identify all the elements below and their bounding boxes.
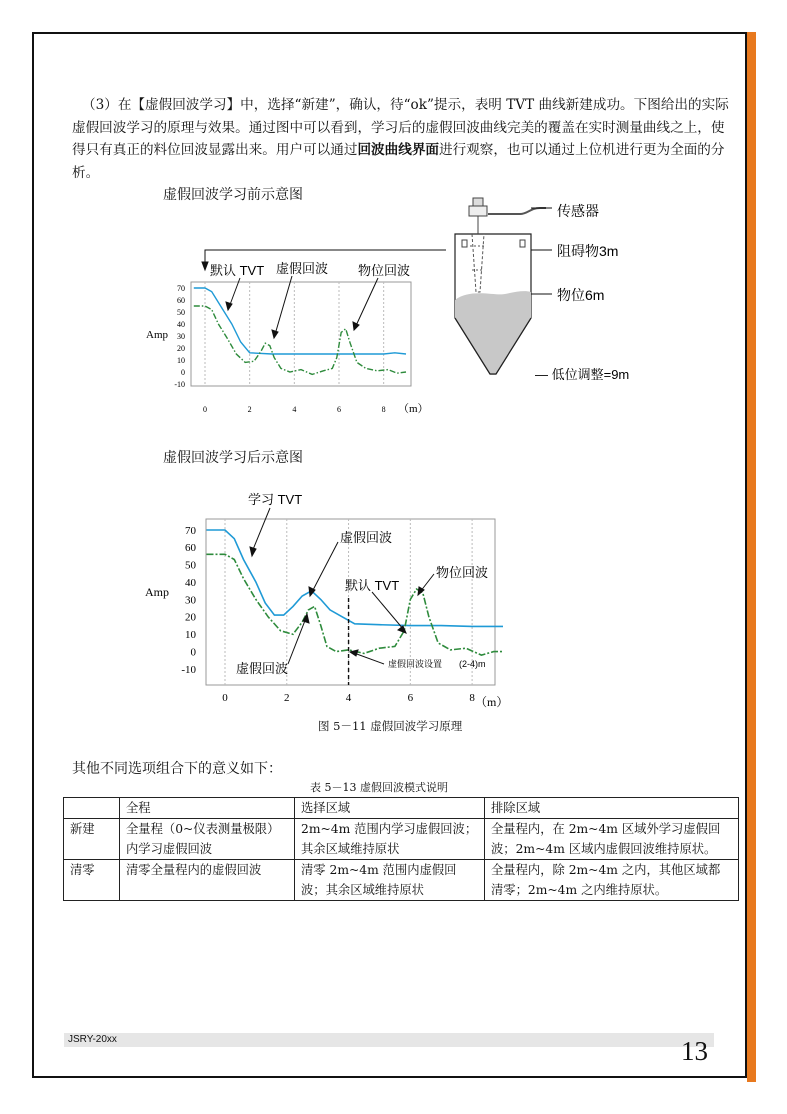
y-tick-label: 20: [185, 611, 196, 624]
footer-band: [64, 1033, 714, 1047]
fig2-y-ticks: [181, 525, 196, 676]
fig1-grid: [205, 282, 384, 386]
tank-diagram: [455, 198, 629, 382]
intro-paragraph: （3）在【虚假回波学习】中，选择“新建”，确认，待“ok”提示，表明 TVT 曲线新建成功。下图给出的实际虚假回波学习的原理与效果。通过图中可以看到，学习后的虚假回波曲线完美的覆盖在实时测量曲线之上，使得只有真正的料位回波显露出来。用户可以通过回波曲线界面进行观察，也可以通过上位机进行更为全面的分析。: [72, 97, 729, 181]
y-tick-label: 10: [185, 629, 196, 642]
y-tick-label: 50: [185, 559, 196, 572]
table-cell: 清零: [64, 860, 120, 901]
fig2-learned-tvt-label: 学习 TVT: [248, 492, 303, 507]
bold-term: 回波曲线界面: [357, 142, 440, 158]
tank-material: [455, 291, 531, 374]
fig1-arrow-false: [274, 276, 292, 338]
tank-obstacle-label: 阻碍物3m: [557, 243, 619, 259]
x-tick-label: 6: [337, 405, 341, 414]
y-tick-label: 30: [177, 331, 185, 341]
y-tick-label: -10: [174, 379, 185, 389]
y-tick-label: 30: [185, 594, 196, 607]
y-tick-label: -10: [181, 663, 196, 676]
fig1-ylabel: Amp: [146, 329, 168, 341]
x-tick-label: 0: [203, 405, 207, 414]
figure2: [0, 480, 787, 750]
y-tick-label: 10: [177, 355, 185, 365]
x-tick-label: 0: [222, 692, 228, 704]
fig2-default-tvt-label: 默认 TVT: [345, 578, 400, 593]
table-header-cell: 全程: [120, 798, 295, 819]
y-tick-label: 70: [177, 283, 185, 293]
fig1-y-ticks: [174, 284, 185, 389]
x-tick-label: 2: [284, 692, 290, 704]
fig2-setting-label: 虚假回波设置: [388, 659, 443, 669]
table-caption: 表 5－13 虚假回波模式说明: [310, 781, 448, 794]
sensor-icon: [469, 206, 487, 216]
table-header-cell: 选择区域: [295, 798, 485, 819]
figure1-title: 虚假回波学习前示意图: [163, 186, 303, 202]
table-cell: 全量程（0~仪表测量极限）内学习虚假回波: [120, 819, 295, 860]
table-header-row: [64, 798, 739, 819]
series-line: [194, 288, 406, 354]
series-line: [194, 306, 406, 374]
tank-sensor-label: 传感器: [557, 203, 599, 219]
y-tick-label: 0: [190, 646, 196, 659]
y-tick-label: 40: [177, 319, 185, 329]
fig2-x-ticks: [222, 692, 475, 704]
fig1-default-tvt-label: 默认 TVT: [210, 263, 265, 278]
table-cell: 新建: [64, 819, 120, 860]
fig1-x-ticks: [203, 405, 386, 414]
fig1-false-echo-label: 虚假回波: [276, 261, 329, 276]
y-tick-label: 20: [177, 343, 185, 353]
footer-doc-id: JSRY-20xx: [68, 1034, 117, 1045]
fig2-level-echo-label: 物位回波: [436, 565, 489, 580]
table-cell: 清零 2m~4m 范围内虚假回波；其余区域维持原状: [295, 860, 485, 901]
table-cell: 全量程内，除 2m~4m 之内，其他区域都清零；2m~4m 之内维持原状。: [485, 860, 739, 901]
figure-caption: 图 5－11 虚假回波学习原理: [318, 719, 463, 733]
y-tick-label: 70: [185, 524, 196, 537]
mode-table: [63, 797, 739, 901]
y-tick-label: 60: [185, 542, 196, 555]
page-number: 13: [681, 1036, 708, 1066]
table-row: [64, 819, 739, 860]
y-tick-label: 60: [177, 295, 185, 305]
x-tick-label: 2: [247, 405, 252, 414]
sensor-cable: [488, 208, 546, 214]
y-tick-label: 50: [177, 307, 185, 317]
fig2-range-label: (2-4)m: [459, 659, 486, 669]
table-cell: 全量程内，在 2m~4m 区域外学习虚假回波；2m~4m 区域内虚假回波维持原状。: [485, 819, 739, 860]
table-header-cell: [64, 798, 120, 819]
tank-level-label: 物位6m: [557, 287, 605, 303]
fig2-false-echo-bottom-label: 虚假回波: [236, 661, 289, 676]
y-tick-label: 0: [181, 367, 185, 377]
fig2-ylabel: Amp: [145, 585, 169, 599]
tank-low-adjust-label: — 低位调整=9m: [535, 367, 630, 382]
figure2-title: 虚假回波学习后示意图: [163, 449, 303, 465]
y-tick-label: 40: [185, 576, 196, 589]
x-tick-label: 6: [407, 692, 414, 704]
x-tick-label: 8: [469, 692, 475, 704]
table-cell: 清零全量程内的虚假回波: [120, 860, 295, 901]
fig1-level-echo-label: 物位回波: [358, 263, 411, 278]
fig1-arrow-level: [354, 278, 378, 330]
options-intro: 其他不同选项组合下的意义如下：: [72, 761, 282, 777]
fig2-x-unit: （m）: [475, 695, 509, 709]
fig1-series: [194, 288, 406, 374]
x-tick-label: 4: [345, 692, 352, 704]
fig2-false-echo-top-label: 虚假回波: [340, 530, 393, 545]
table-row: [64, 860, 739, 901]
table-header-cell: 排除区域: [485, 798, 739, 819]
x-tick-label: 4: [292, 405, 297, 414]
fig1-x-unit: （m）: [398, 403, 429, 415]
table-cell: 2m~4m 范围内学习虚假回波；其余区域维持原状: [295, 819, 485, 860]
x-tick-label: 8: [381, 405, 386, 414]
